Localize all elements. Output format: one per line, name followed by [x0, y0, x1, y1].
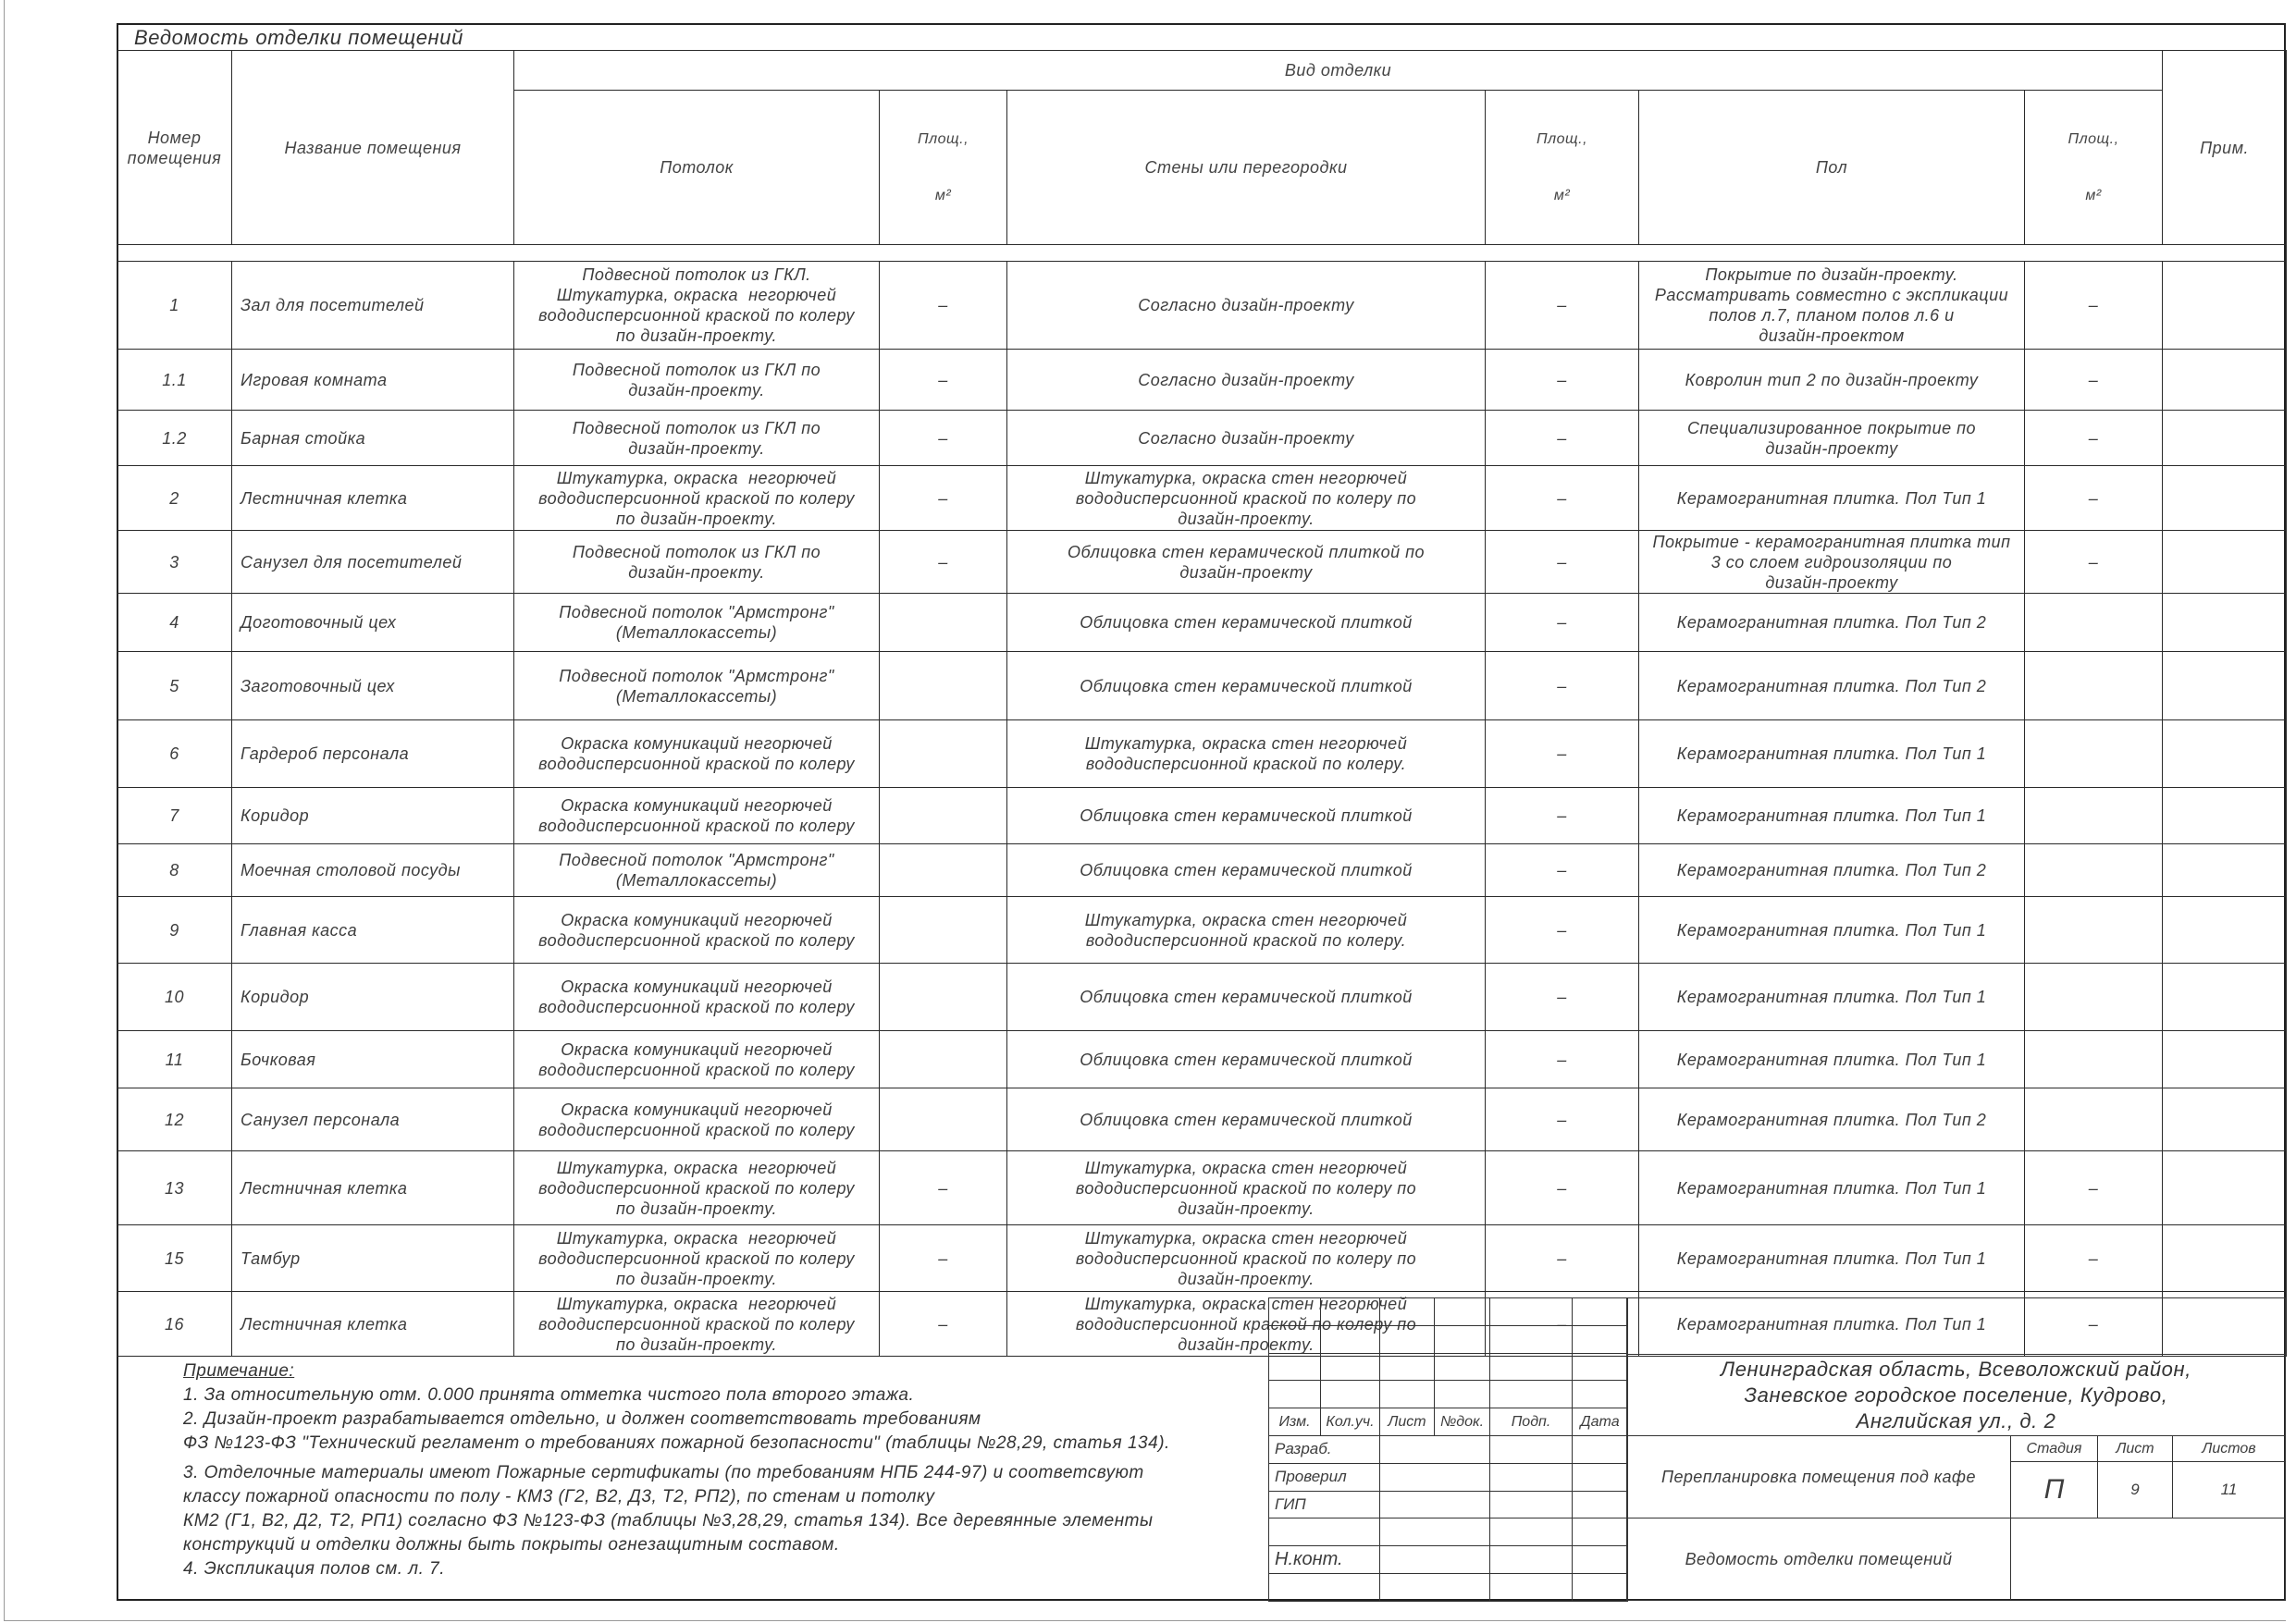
remarks-cell	[2163, 411, 2287, 466]
header-row	[117, 51, 2287, 91]
table-row	[117, 652, 2287, 720]
room-number-cell: 10	[117, 964, 232, 1031]
floor-area-cell: –	[2025, 531, 2163, 594]
ceiling-area-cell: –	[880, 262, 1007, 350]
ceiling-finish-cell: Подвесной потолок "Армстронг" (Металлокассеты)	[514, 844, 880, 897]
stamp-cell	[1380, 1298, 1435, 1326]
room-number-cell: 1.2	[117, 411, 232, 466]
stamp-role-norm-control: Н.конт.	[1269, 1546, 1380, 1574]
floor-area-cell: –	[2025, 350, 2163, 411]
ceiling-finish-cell: Штукатурка, окраска негорючей вододисперсионной краской по колеру по дизайн-проекту.	[514, 1225, 880, 1292]
floor-area-cell	[2025, 1088, 2163, 1151]
notes-heading: Примечание:	[183, 1361, 295, 1381]
stamp-row	[1269, 1518, 1628, 1546]
walls-finish-cell: Штукатурка, окраска стен негорючей вододисперсионной краской по колеру.	[1007, 720, 1486, 788]
remarks-cell	[2163, 262, 2287, 350]
walls-finish-cell: Штукатурка, окраска стен негорючей вододисперсионной краской по колеру по дизайн-проекту.	[1007, 1225, 1486, 1292]
ceiling-finish-cell: Подвесной потолок из ГКЛ. Штукатурка, окраска негорючей вододисперсионной краской по колеру по дизайн-проекту.	[514, 262, 880, 350]
sheet-edge-bottom	[4, 1620, 2286, 1621]
ceiling-area-cell	[880, 1088, 1007, 1151]
stamp-sheet-value: 9	[2097, 1461, 2173, 1518]
walls-finish-cell: Облицовка стен керамической плиткой	[1007, 594, 1486, 652]
stamp-cell	[1435, 1353, 1490, 1381]
stamp-cell	[1321, 1353, 1380, 1381]
finish-schedule-table	[117, 50, 2287, 1357]
room-name-cell: Лестничная клетка	[232, 1292, 514, 1357]
walls-area-cell: –	[1486, 788, 1639, 844]
stamp-row	[1269, 1435, 1628, 1463]
stamp-organization-box	[2010, 1518, 2286, 1601]
stamp-cell	[1490, 1573, 1573, 1601]
room-number-cell: 7	[117, 788, 232, 844]
stamp-cell	[1435, 1381, 1490, 1408]
stamp-cell	[1490, 1381, 1573, 1408]
stamp-cell	[1380, 1546, 1490, 1574]
floor-area-cell	[2025, 594, 2163, 652]
ceiling-area-cell: –	[880, 1225, 1007, 1292]
stamp-cell	[1269, 1381, 1321, 1408]
ceiling-finish-cell: Окраска комуникаций негорючей вододисперсионной краской по колеру	[514, 788, 880, 844]
ceiling-finish-cell: Подвесной потолок из ГКЛ по дизайн-проекту.	[514, 350, 880, 411]
note-line: ФЗ №123-ФЗ "Технический регламент о требованиях пожарной безопасности" (таблицы №28,29, статья 134).	[183, 1433, 1170, 1453]
room-name-cell: Заготовочный цех	[232, 652, 514, 720]
walls-finish-cell: Облицовка стен керамической плиткой	[1007, 844, 1486, 897]
walls-area-cell: –	[1486, 1031, 1639, 1088]
header-ceiling-area	[880, 91, 1007, 245]
ceiling-finish-cell: Окраска комуникаций негорючей вододисперсионной краской по колеру	[514, 720, 880, 788]
remarks-cell	[2163, 594, 2287, 652]
floor-finish-cell: Керамогранитная плитка. Пол Тип 1	[1639, 964, 2025, 1031]
walls-finish-cell: Облицовка стен керамической плиткой	[1007, 1088, 1486, 1151]
header-walls: Стены или перегородки	[1007, 91, 1486, 245]
stamp-sheet-label: Лист	[2097, 1435, 2173, 1462]
stamp-cell	[1380, 1573, 1490, 1601]
stamp-cell	[1490, 1491, 1573, 1518]
area-label: Площ.,	[917, 131, 969, 147]
header-room-name: Название помещения	[232, 51, 514, 245]
room-number-cell: 13	[117, 1151, 232, 1225]
stamp-col-sheet: Лист	[1380, 1408, 1435, 1436]
stamp-cell	[1380, 1435, 1490, 1463]
ceiling-finish-cell: Штукатурка, окраска негорючей вододисперсионной краской по колеру по дизайн-проекту.	[514, 466, 880, 531]
table-row	[117, 964, 2287, 1031]
table-row	[117, 531, 2287, 594]
table-row	[117, 466, 2287, 531]
floor-area-cell	[2025, 1031, 2163, 1088]
table-row	[117, 1031, 2287, 1088]
ceiling-area-cell: –	[880, 350, 1007, 411]
room-name-cell: Лестничная клетка	[232, 1151, 514, 1225]
floor-area-cell: –	[2025, 262, 2163, 350]
floor-finish-cell: Керамогранитная плитка. Пол Тип 1	[1639, 897, 2025, 964]
address-line: Ленинградская область, Всеволожский район,	[1721, 1357, 2191, 1381]
stamp-cell	[1435, 1298, 1490, 1326]
remarks-cell	[2163, 788, 2287, 844]
stamp-row	[1269, 1298, 1628, 1326]
stamp-row	[1269, 1546, 1628, 1574]
ceiling-area-cell	[880, 788, 1007, 844]
remarks-cell	[2163, 531, 2287, 594]
stamp-cell	[1490, 1463, 1573, 1491]
stamp-row	[1269, 1353, 1628, 1381]
floor-area-cell	[2025, 652, 2163, 720]
stamp-row	[1269, 1325, 1628, 1353]
stamp-cell	[1380, 1463, 1490, 1491]
area-unit: м²	[2085, 188, 2102, 203]
room-number-cell: 3	[117, 531, 232, 594]
floor-area-cell	[2025, 897, 2163, 964]
stamp-cell	[1321, 1381, 1380, 1408]
header-finish-type: Вид отделки	[514, 51, 2163, 91]
note-line: 3. Отделочные материалы имеют Пожарные сертификаты (по требованиям НПБ 244-97) и соответсвуют	[183, 1463, 1144, 1482]
walls-area-cell: –	[1486, 262, 1639, 350]
floor-finish-cell: Керамогранитная плитка. Пол Тип 1	[1639, 466, 2025, 531]
stamp-cell	[1490, 1353, 1573, 1381]
floor-area-cell: –	[2025, 466, 2163, 531]
stamp-address-box	[1626, 1354, 2286, 1436]
header-floor: Пол	[1639, 91, 2025, 245]
floor-finish-cell: Керамогранитная плитка. Пол Тип 1	[1639, 1151, 2025, 1225]
stamp-cell	[1490, 1518, 1573, 1546]
area-label: Площ.,	[1536, 131, 1588, 147]
walls-finish-cell: Облицовка стен керамической плиткой	[1007, 1031, 1486, 1088]
walls-finish-cell: Штукатурка, окраска стен негорючей вододисперсионной краской по колеру по дизайн-проекту.	[1007, 1292, 1486, 1357]
room-name-cell: Санузел для посетителей	[232, 531, 514, 594]
stamp-row	[1269, 1573, 1628, 1601]
ceiling-area-cell	[880, 594, 1007, 652]
area-unit: м²	[934, 188, 952, 203]
floor-finish-cell: Покрытие по дизайн-проекту. Рассматривать совместно с экспликации полов л.7, планом полов л.6 и дизайн-проектом	[1639, 262, 2025, 350]
ceiling-finish-cell: Подвесной потолок из ГКЛ по дизайн-проекту.	[514, 531, 880, 594]
stamp-cell	[1573, 1353, 1628, 1381]
stamp-cell	[1573, 1573, 1628, 1601]
walls-area-cell: –	[1486, 964, 1639, 1031]
ceiling-area-cell: –	[880, 531, 1007, 594]
walls-finish-cell: Согласно дизайн-проекту	[1007, 350, 1486, 411]
ceiling-finish-cell: Штукатурка, окраска негорючей вододисперсионной краской по колеру по дизайн-проекту.	[514, 1292, 880, 1357]
area-label: Площ.,	[2068, 131, 2119, 147]
remarks-cell	[2163, 1088, 2287, 1151]
note-line: 1. За относительную отм. 0.000 принята отметка чистого пола второго этажа.	[183, 1385, 915, 1405]
walls-finish-cell: Согласно дизайн-проекту	[1007, 411, 1486, 466]
room-name-cell: Главная касса	[232, 897, 514, 964]
stamp-row	[1269, 1463, 1628, 1491]
remarks-cell	[2163, 964, 2287, 1031]
notes-block	[183, 1359, 1170, 1581]
remarks-cell	[2163, 1151, 2287, 1225]
header-walls-area	[1486, 91, 1639, 245]
walls-area-cell: –	[1486, 531, 1639, 594]
stamp-cell	[1321, 1298, 1380, 1326]
stamp-role-checker: Проверил	[1269, 1463, 1380, 1491]
remarks-cell	[2163, 720, 2287, 788]
walls-finish-cell: Штукатурка, окраска стен негорючей вододисперсионной краской по колеру по дизайн-проекту.	[1007, 1151, 1486, 1225]
header-floor-area	[2025, 91, 2163, 245]
stamp-cell	[1380, 1325, 1435, 1353]
sheet-edge-left	[4, 0, 5, 1620]
schedule-body	[117, 262, 2287, 1357]
stamp-designation-box	[1626, 1297, 2286, 1355]
room-name-cell: Лестничная клетка	[232, 466, 514, 531]
table-row	[117, 350, 2287, 411]
table-row	[117, 262, 2287, 350]
ceiling-finish-cell: Подвесной потолок "Армстронг" (Металлокассеты)	[514, 594, 880, 652]
walls-finish-cell: Штукатурка, окраска стен негорючей вододисперсионной краской по колеру по дизайн-проекту.	[1007, 466, 1486, 531]
header-remarks: Прим.	[2163, 51, 2287, 245]
walls-finish-cell: Облицовка стен керамической плиткой	[1007, 652, 1486, 720]
room-name-cell: Зал для посетителей	[232, 262, 514, 350]
stamp-cell	[1490, 1325, 1573, 1353]
stamp-cell	[1573, 1435, 1628, 1463]
address-line: Английская ул., д. 2	[1856, 1408, 2056, 1432]
stamp-stage-value: П	[2010, 1461, 2098, 1518]
floor-finish-cell: Покрытие - керамогранитная плитка тип 3 со слоем гидроизоляции по дизайн-проекту	[1639, 531, 2025, 594]
ceiling-area-cell: –	[880, 1151, 1007, 1225]
room-number-cell: 12	[117, 1088, 232, 1151]
remarks-cell	[2163, 652, 2287, 720]
table-row	[117, 897, 2287, 964]
room-name-cell: Коридор	[232, 788, 514, 844]
walls-area-cell: –	[1486, 1088, 1639, 1151]
ceiling-finish-cell: Окраска комуникаций негорючей вододисперсионной краской по колеру	[514, 897, 880, 964]
stamp-cell	[1573, 1546, 1628, 1574]
table-row	[117, 594, 2287, 652]
stamp-role-developer: Разраб.	[1269, 1435, 1380, 1463]
room-number-cell: 16	[117, 1292, 232, 1357]
address-line: Заневское городское поселение, Кудрово,	[1744, 1383, 2168, 1407]
stamp-col-change: Изм.	[1269, 1408, 1321, 1436]
floor-area-cell: –	[2025, 1225, 2163, 1292]
stamp-cell	[1573, 1325, 1628, 1353]
header-room-number: Номер помещения	[117, 51, 232, 245]
stamp-cell	[1321, 1325, 1380, 1353]
stamp-sheets-value: 11	[2172, 1461, 2286, 1518]
floor-finish-cell: Керамогранитная плитка. Пол Тип 1	[1639, 1225, 2025, 1292]
room-name-cell: Доготовочный цех	[232, 594, 514, 652]
remarks-cell	[2163, 466, 2287, 531]
room-number-cell: 5	[117, 652, 232, 720]
room-name-cell: Тамбур	[232, 1225, 514, 1292]
walls-area-cell: –	[1486, 466, 1639, 531]
ceiling-area-cell	[880, 720, 1007, 788]
stamp-col-doc: №док.	[1435, 1408, 1490, 1436]
stamp-cell	[1573, 1518, 1628, 1546]
stamp-cell	[1435, 1325, 1490, 1353]
stamp-signature-grid	[1268, 1297, 1628, 1602]
remarks-cell	[2163, 897, 2287, 964]
ceiling-area-cell: –	[880, 466, 1007, 531]
floor-finish-cell: Керамогранитная плитка. Пол Тип 2	[1639, 594, 2025, 652]
stamp-cell	[1490, 1298, 1573, 1326]
header-spacer-row	[117, 245, 2287, 262]
schedule-title: Ведомость отделки помещений	[134, 26, 463, 49]
room-name-cell: Игровая комната	[232, 350, 514, 411]
floor-area-cell: –	[2025, 1292, 2163, 1357]
ceiling-finish-cell: Окраска комуникаций негорючей вододисперсионной краской по колеру	[514, 1088, 880, 1151]
walls-area-cell: –	[1486, 350, 1639, 411]
walls-finish-cell: Облицовка стен керамической плиткой	[1007, 964, 1486, 1031]
stamp-sheets-label: Листов	[2172, 1435, 2286, 1462]
walls-finish-cell: Штукатурка, окраска стен негорючей вододисперсионной краской по колеру.	[1007, 897, 1486, 964]
stamp-row	[1269, 1381, 1628, 1408]
stamp-role-chief-engineer: ГИП	[1269, 1491, 1380, 1518]
room-number-cell: 8	[117, 844, 232, 897]
room-name-cell: Санузел персонала	[232, 1088, 514, 1151]
walls-area-cell: –	[1486, 1151, 1639, 1225]
note-line: 4. Экспликация полов см. л. 7.	[183, 1559, 445, 1579]
walls-finish-cell: Облицовка стен керамической плиткой по дизайн-проекту	[1007, 531, 1486, 594]
stamp-cell	[1269, 1518, 1380, 1546]
ceiling-finish-cell: Окраска комуникаций негорючей вододисперсионной краской по колеру	[514, 964, 880, 1031]
stamp-cell	[1380, 1353, 1435, 1381]
header-ceiling: Потолок	[514, 91, 880, 245]
note-line: КМ2 (Г1, В2, Д2, Т2, РП1) согласно ФЗ №123-ФЗ (таблицы №3,28,29, статья 134). Все деревянные элементы	[183, 1511, 1154, 1531]
table-row	[117, 1225, 2287, 1292]
walls-area-cell: –	[1486, 1292, 1639, 1357]
floor-area-cell: –	[2025, 411, 2163, 466]
room-number-cell: 11	[117, 1031, 232, 1088]
table-row	[117, 411, 2287, 466]
room-name-cell: Бочковая	[232, 1031, 514, 1088]
room-name-cell: Коридор	[232, 964, 514, 1031]
walls-area-cell: –	[1486, 411, 1639, 466]
walls-area-cell: –	[1486, 720, 1639, 788]
stamp-cell	[1269, 1353, 1321, 1381]
stamp-project-title: Перепланировка помещения под кафе	[1626, 1435, 2011, 1518]
floor-finish-cell: Керамогранитная плитка. Пол Тип 2	[1639, 1088, 2025, 1151]
stamp-cell	[1269, 1325, 1321, 1353]
table-row	[117, 1088, 2287, 1151]
floor-area-cell	[2025, 844, 2163, 897]
floor-finish-cell: Керамогранитная плитка. Пол Тип 1	[1639, 720, 2025, 788]
ceiling-finish-cell: Штукатурка, окраска негорючей вододисперсионной краской по колеру по дизайн-проекту.	[514, 1151, 880, 1225]
stamp-cell	[1380, 1518, 1490, 1546]
walls-finish-cell: Облицовка стен керамической плиткой	[1007, 788, 1486, 844]
ceiling-area-cell	[880, 897, 1007, 964]
room-name-cell: Моечная столовой посуды	[232, 844, 514, 897]
remarks-cell	[2163, 1031, 2287, 1088]
floor-finish-cell: Специализированное покрытие по дизайн-проекту	[1639, 411, 2025, 466]
room-number-cell: 15	[117, 1225, 232, 1292]
note-line: конструкций и отделки должны быть покрыты огнезащитным составом.	[183, 1535, 840, 1555]
walls-area-cell: –	[1486, 844, 1639, 897]
stamp-cell	[1269, 1573, 1380, 1601]
table-row	[117, 1151, 2287, 1225]
walls-area-cell: –	[1486, 897, 1639, 964]
ceiling-finish-cell: Подвесной потолок из ГКЛ по дизайн-проекту.	[514, 411, 880, 466]
floor-finish-cell: Керамогранитная плитка. Пол Тип 1	[1639, 1292, 2025, 1357]
note-line: 2. Дизайн-проект разрабатывается отдельно, и должен соответствовать требованиям	[183, 1409, 981, 1429]
floor-finish-cell: Керамогранитная плитка. Пол Тип 2	[1639, 652, 2025, 720]
room-number-cell: 1.1	[117, 350, 232, 411]
floor-area-cell	[2025, 964, 2163, 1031]
floor-finish-cell: Керамогранитная плитка. Пол Тип 1	[1639, 788, 2025, 844]
ceiling-area-cell: –	[880, 1292, 1007, 1357]
ceiling-area-cell	[880, 652, 1007, 720]
ceiling-area-cell: –	[880, 411, 1007, 466]
stamp-stage-label: Стадия	[2010, 1435, 2098, 1462]
ceiling-area-cell	[880, 844, 1007, 897]
room-number-cell: 2	[117, 466, 232, 531]
room-number-cell: 9	[117, 897, 232, 964]
room-number-cell: 1	[117, 262, 232, 350]
ceiling-area-cell	[880, 964, 1007, 1031]
stamp-cell	[1490, 1435, 1573, 1463]
table-row	[117, 844, 2287, 897]
walls-area-cell: –	[1486, 594, 1639, 652]
header-spacer	[117, 245, 2287, 262]
stamp-sheet-name: Ведомость отделки помещений	[1626, 1518, 2011, 1601]
stamp-col-date: Дата	[1573, 1408, 1628, 1436]
stamp-col-signature: Подп.	[1490, 1408, 1573, 1436]
remarks-cell	[2163, 844, 2287, 897]
stamp-label-row	[1269, 1408, 1628, 1436]
stamp-cell	[1269, 1298, 1321, 1326]
floor-area-cell	[2025, 788, 2163, 844]
walls-area-cell: –	[1486, 1225, 1639, 1292]
remarks-cell	[2163, 1225, 2287, 1292]
stamp-cell	[1573, 1463, 1628, 1491]
stamp-cell	[1573, 1491, 1628, 1518]
room-name-cell: Барная стойка	[232, 411, 514, 466]
note-line: классу пожарной опасности по полу - КМ3 (Г2, В2, Д3, Т2, РП2), по стенам и потолку	[183, 1487, 935, 1506]
stamp-col-count: Кол.уч.	[1321, 1408, 1380, 1436]
stamp-cell	[1573, 1381, 1628, 1408]
floor-finish-cell: Керамогранитная плитка. Пол Тип 1	[1639, 1031, 2025, 1088]
floor-finish-cell: Ковролин тип 2 по дизайн-проекту	[1639, 350, 2025, 411]
remarks-cell	[2163, 350, 2287, 411]
stamp-cell	[1573, 1298, 1628, 1326]
stamp-cell	[1380, 1491, 1490, 1518]
stamp-cell	[1490, 1546, 1573, 1574]
area-unit: м²	[1553, 188, 1571, 203]
room-number-cell: 6	[117, 720, 232, 788]
walls-area-cell: –	[1486, 652, 1639, 720]
stamp-row	[1269, 1491, 1628, 1518]
floor-finish-cell: Керамогранитная плитка. Пол Тип 2	[1639, 844, 2025, 897]
ceiling-finish-cell: Окраска комуникаций негорючей вододисперсионной краской по колеру	[514, 1031, 880, 1088]
table-row	[117, 788, 2287, 844]
floor-area-cell	[2025, 720, 2163, 788]
walls-finish-cell: Согласно дизайн-проекту	[1007, 262, 1486, 350]
ceiling-finish-cell: Подвесной потолок "Армстронг" (Металлокассеты)	[514, 652, 880, 720]
room-number-cell: 4	[117, 594, 232, 652]
table-row	[117, 720, 2287, 788]
room-name-cell: Гардероб персонала	[232, 720, 514, 788]
floor-area-cell: –	[2025, 1151, 2163, 1225]
stamp-cell	[1380, 1381, 1435, 1408]
ceiling-area-cell	[880, 1031, 1007, 1088]
